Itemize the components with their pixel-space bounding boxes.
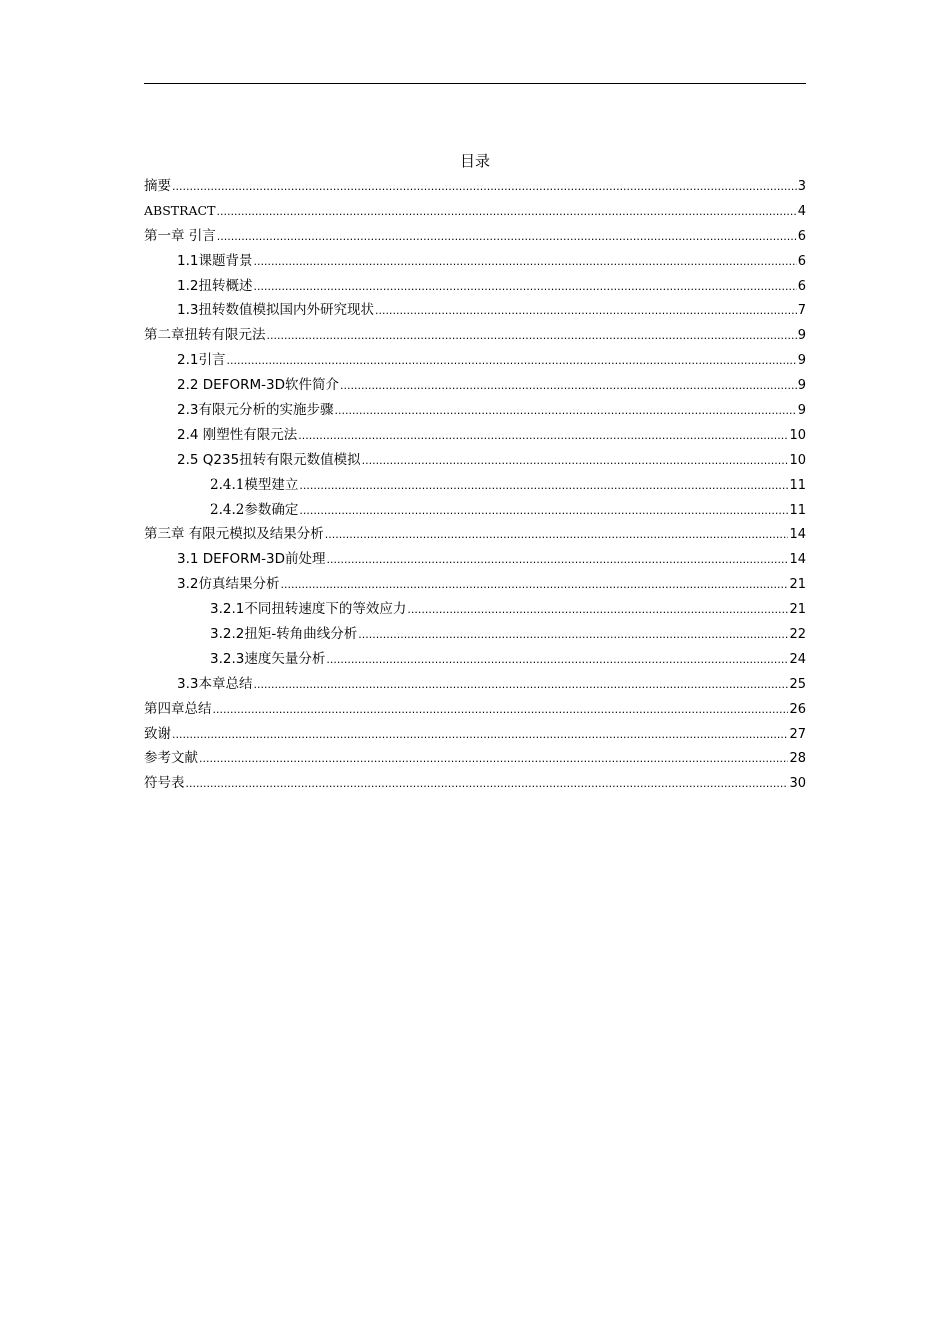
toc-entry-label: 3.2.1不同扭转速度下的等效应力 xyxy=(210,601,407,618)
toc-entry-page: 4 xyxy=(797,203,806,219)
toc-leader-dots xyxy=(253,249,796,275)
toc-leader-dots xyxy=(334,398,796,424)
toc-entry-page: 9 xyxy=(797,403,806,419)
header-rule xyxy=(144,83,806,84)
toc-entry-page: 9 xyxy=(797,328,806,344)
toc-entry-label: 1.2扭转概述 xyxy=(177,277,253,294)
toc-entry-label: 2.2 DEFORM-3D软件简介 xyxy=(177,377,339,394)
toc-entry[interactable] xyxy=(144,622,806,647)
toc-entry[interactable] xyxy=(144,597,806,622)
toc-entry-page: 10 xyxy=(789,427,806,443)
toc-entry[interactable] xyxy=(144,174,806,199)
toc-entry-page: 6 xyxy=(797,228,806,244)
toc-entry[interactable] xyxy=(144,647,806,672)
toc-leader-dots xyxy=(340,373,797,399)
toc-entry-page: 30 xyxy=(789,776,806,792)
toc-entry-page: 11 xyxy=(789,502,806,518)
toc-entry-label: 2.3有限元分析的实施步骤 xyxy=(177,402,334,419)
toc-leader-dots xyxy=(199,746,788,772)
toc-entry[interactable] xyxy=(144,547,806,572)
toc-leader-dots xyxy=(325,522,789,548)
toc-entry-label: 第四章总结 xyxy=(144,700,212,717)
toc-leader-dots xyxy=(358,622,788,648)
toc-entry-page: 25 xyxy=(789,676,806,692)
toc-entry-label: 3.1 DEFORM-3D前处理 xyxy=(177,551,326,568)
toc-leader-dots xyxy=(226,348,796,374)
toc-entry[interactable] xyxy=(144,722,806,747)
toc-leader-dots xyxy=(267,323,797,349)
toc-leader-dots xyxy=(280,572,788,598)
toc-entry-page: 28 xyxy=(789,751,806,767)
toc-entry[interactable] xyxy=(144,323,806,348)
toc-entry[interactable] xyxy=(144,473,806,498)
toc-leader-dots xyxy=(172,722,788,748)
toc-leader-dots xyxy=(326,647,788,673)
toc-entry-page: 10 xyxy=(789,452,806,468)
toc-entry-label: ABSTRACT xyxy=(144,202,216,218)
toc-entry-label: 3.2.3速度矢量分析 xyxy=(210,650,326,667)
toc-entry-page: 24 xyxy=(789,651,806,667)
toc-leader-dots xyxy=(298,423,788,449)
toc-entry-label: 2.5 Q235扭转有限元数值模拟 xyxy=(177,451,361,468)
toc-entry[interactable] xyxy=(144,522,806,547)
toc-entry-label: 3.2.2扭矩-转角曲线分析 xyxy=(210,626,358,643)
toc-entry[interactable] xyxy=(144,498,806,523)
toc-leader-dots xyxy=(407,597,788,623)
toc-entry-label: 第三章 有限元模拟及结果分析 xyxy=(144,526,324,543)
toc-entry-label: 摘要 xyxy=(144,178,171,194)
toc-entry[interactable] xyxy=(144,572,806,597)
toc-leader-dots xyxy=(186,771,789,797)
toc-entry-label: 3.3本章总结 xyxy=(177,675,253,692)
toc-entry-page: 21 xyxy=(789,577,806,593)
toc-title: 目录 xyxy=(459,152,490,170)
toc-entry-label: 1.3扭转数值模拟国内外研究现状 xyxy=(177,302,374,319)
toc-entry[interactable] xyxy=(144,373,806,398)
toc-leader-dots xyxy=(326,547,788,573)
toc-leader-dots xyxy=(299,473,788,499)
toc-entry[interactable] xyxy=(144,224,806,249)
toc-leader-dots xyxy=(213,697,789,723)
toc-leader-dots xyxy=(375,298,797,324)
toc-entry[interactable] xyxy=(144,348,806,373)
toc-entry[interactable] xyxy=(144,448,806,473)
toc-entry-page: 11 xyxy=(789,477,806,493)
toc-entry[interactable] xyxy=(144,746,806,771)
toc-leader-dots xyxy=(299,498,788,524)
toc-entry-label: 3.2仿真结果分析 xyxy=(177,576,280,593)
toc-entry-label: 第一章 引言 xyxy=(144,227,216,244)
toc-entry-page: 22 xyxy=(789,627,806,643)
toc-entry-label: 第二章扭转有限元法 xyxy=(144,327,266,344)
toc-entry-page: 14 xyxy=(789,552,806,568)
toc-entry-page: 26 xyxy=(789,701,806,717)
toc-entry-page: 3 xyxy=(797,179,806,194)
toc-leader-dots xyxy=(253,672,788,698)
toc-entry-label: 2.1引言 xyxy=(177,352,226,369)
toc-entry[interactable] xyxy=(144,697,806,722)
toc-entry-page: 21 xyxy=(789,602,806,618)
toc-entry[interactable] xyxy=(144,274,806,299)
toc-entry[interactable] xyxy=(144,298,806,323)
toc-entry[interactable] xyxy=(144,249,806,274)
toc-entry[interactable] xyxy=(144,423,806,448)
toc-entry-label: 2.4 刚塑性有限元法 xyxy=(177,426,298,443)
toc-entry-label: 参考文献 xyxy=(144,750,198,767)
toc-entry[interactable] xyxy=(144,771,806,796)
toc-entry-page: 14 xyxy=(789,527,806,543)
toc-entry-page: 6 xyxy=(797,278,806,294)
toc-entry[interactable] xyxy=(144,199,806,224)
toc-leader-dots xyxy=(253,274,796,300)
toc-leader-dots xyxy=(362,448,789,474)
toc-entry[interactable] xyxy=(144,398,806,423)
toc-entry[interactable] xyxy=(144,672,806,697)
toc-entry-label: 1.1课题背景 xyxy=(177,252,253,269)
toc-entry-label: 符号表 xyxy=(144,775,185,792)
toc-entry-label: 2.4.2参数确定 xyxy=(210,501,299,518)
toc-entry-page: 6 xyxy=(797,253,806,269)
toc-leader-dots xyxy=(216,199,796,225)
table-of-contents xyxy=(144,174,806,796)
toc-entry-page: 7 xyxy=(797,303,806,319)
toc-entry-label: 致谢 xyxy=(144,725,171,742)
toc-leader-dots xyxy=(217,224,797,250)
toc-entry-page: 9 xyxy=(797,378,806,394)
toc-leader-dots xyxy=(172,174,797,200)
toc-entry-label: 2.4.1模型建立 xyxy=(210,476,299,493)
toc-entry-page: 9 xyxy=(797,353,806,369)
toc-entry-page: 27 xyxy=(789,726,806,742)
